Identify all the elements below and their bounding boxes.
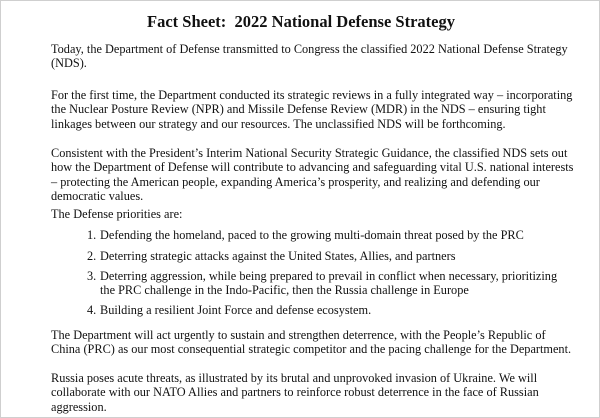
list-item-number: 1. <box>87 228 97 242</box>
paragraph-line: (NDS). <box>51 56 87 71</box>
paragraph-integrated-reviews <box>51 88 571 131</box>
list-item-text: Deterring strategic attacks against the United States, Allies, and partners <box>100 249 456 263</box>
paragraph-line: The Defense priorities are: <box>51 207 183 221</box>
list-item <box>87 249 577 263</box>
list-item-number: 4. <box>87 303 97 317</box>
paragraph-line: democratic values. <box>51 189 144 204</box>
paragraph-priorities-intro <box>51 207 571 221</box>
paragraph-russia-threats <box>51 371 571 414</box>
paragraph-line: the Nuclear Posture Review (NPR) and Missile Defense Review (MDR) in the NDS – ensuring tight <box>51 102 546 117</box>
paragraph-line: China (PRC) as our most consequential strategic competitor and the pacing challenge for the Department. <box>51 342 572 357</box>
list-item-text: the PRC challenge in the Indo-Pacific, then the Russia challenge in Europe <box>100 283 469 298</box>
paragraph-line: Today, the Department of Defense transmitted to Congress the classified 2022 National Defense Strategy <box>51 42 568 56</box>
list-item-number: 2. <box>87 249 97 263</box>
paragraph-line: aggression. <box>51 399 107 414</box>
document-title: Fact Sheet: 2022 National Defense Strategy <box>147 12 455 31</box>
paragraph-line: Consistent with the President’s Interim National Security Strategic Guidance, the classified NDS sets out <box>51 146 568 160</box>
paragraph-deterrence-prc <box>51 328 571 357</box>
paragraph-line: – protecting the American people, expanding America’s prosperity, and realizing and defending our <box>51 174 540 189</box>
paragraph-line: linkages between our strategy and our resources. The unclassified NDS will be forthcoming. <box>51 116 506 131</box>
paragraph-line: collaborate with our NATO Allies and partners to reinforce robust deterrence in the face of Russian <box>51 385 539 400</box>
paragraph-line: how the Department of Defense will contribute to advancing and safeguarding vital U.S. national interests <box>51 160 574 175</box>
list-item-text: Building a resilient Joint Force and defense ecosystem. <box>100 303 372 317</box>
list-item <box>87 269 577 298</box>
list-item-text: Defending the homeland, paced to the growing multi-domain threat posed by the PRC <box>100 228 524 242</box>
paragraph-interim-guidance <box>51 146 574 204</box>
paragraph-intro <box>51 42 571 71</box>
paragraph-line: The Department will act urgently to sustain and strengthen deterrence, with the People’s Republic of <box>51 328 546 342</box>
paragraph-line: For the first time, the Department conducted its strategic reviews in a fully integrated way – incorporating <box>51 88 573 102</box>
list-item <box>87 303 577 317</box>
list-item-text: Deterring aggression, while being prepared to prevail in conflict when necessary, prioritizing <box>100 269 558 283</box>
list-item <box>87 228 577 242</box>
list-item-number: 3. <box>87 269 97 283</box>
paragraph-line: Russia poses acute threats, as illustrated by its brutal and unprovoked invasion of Ukraine. We will <box>51 371 538 385</box>
